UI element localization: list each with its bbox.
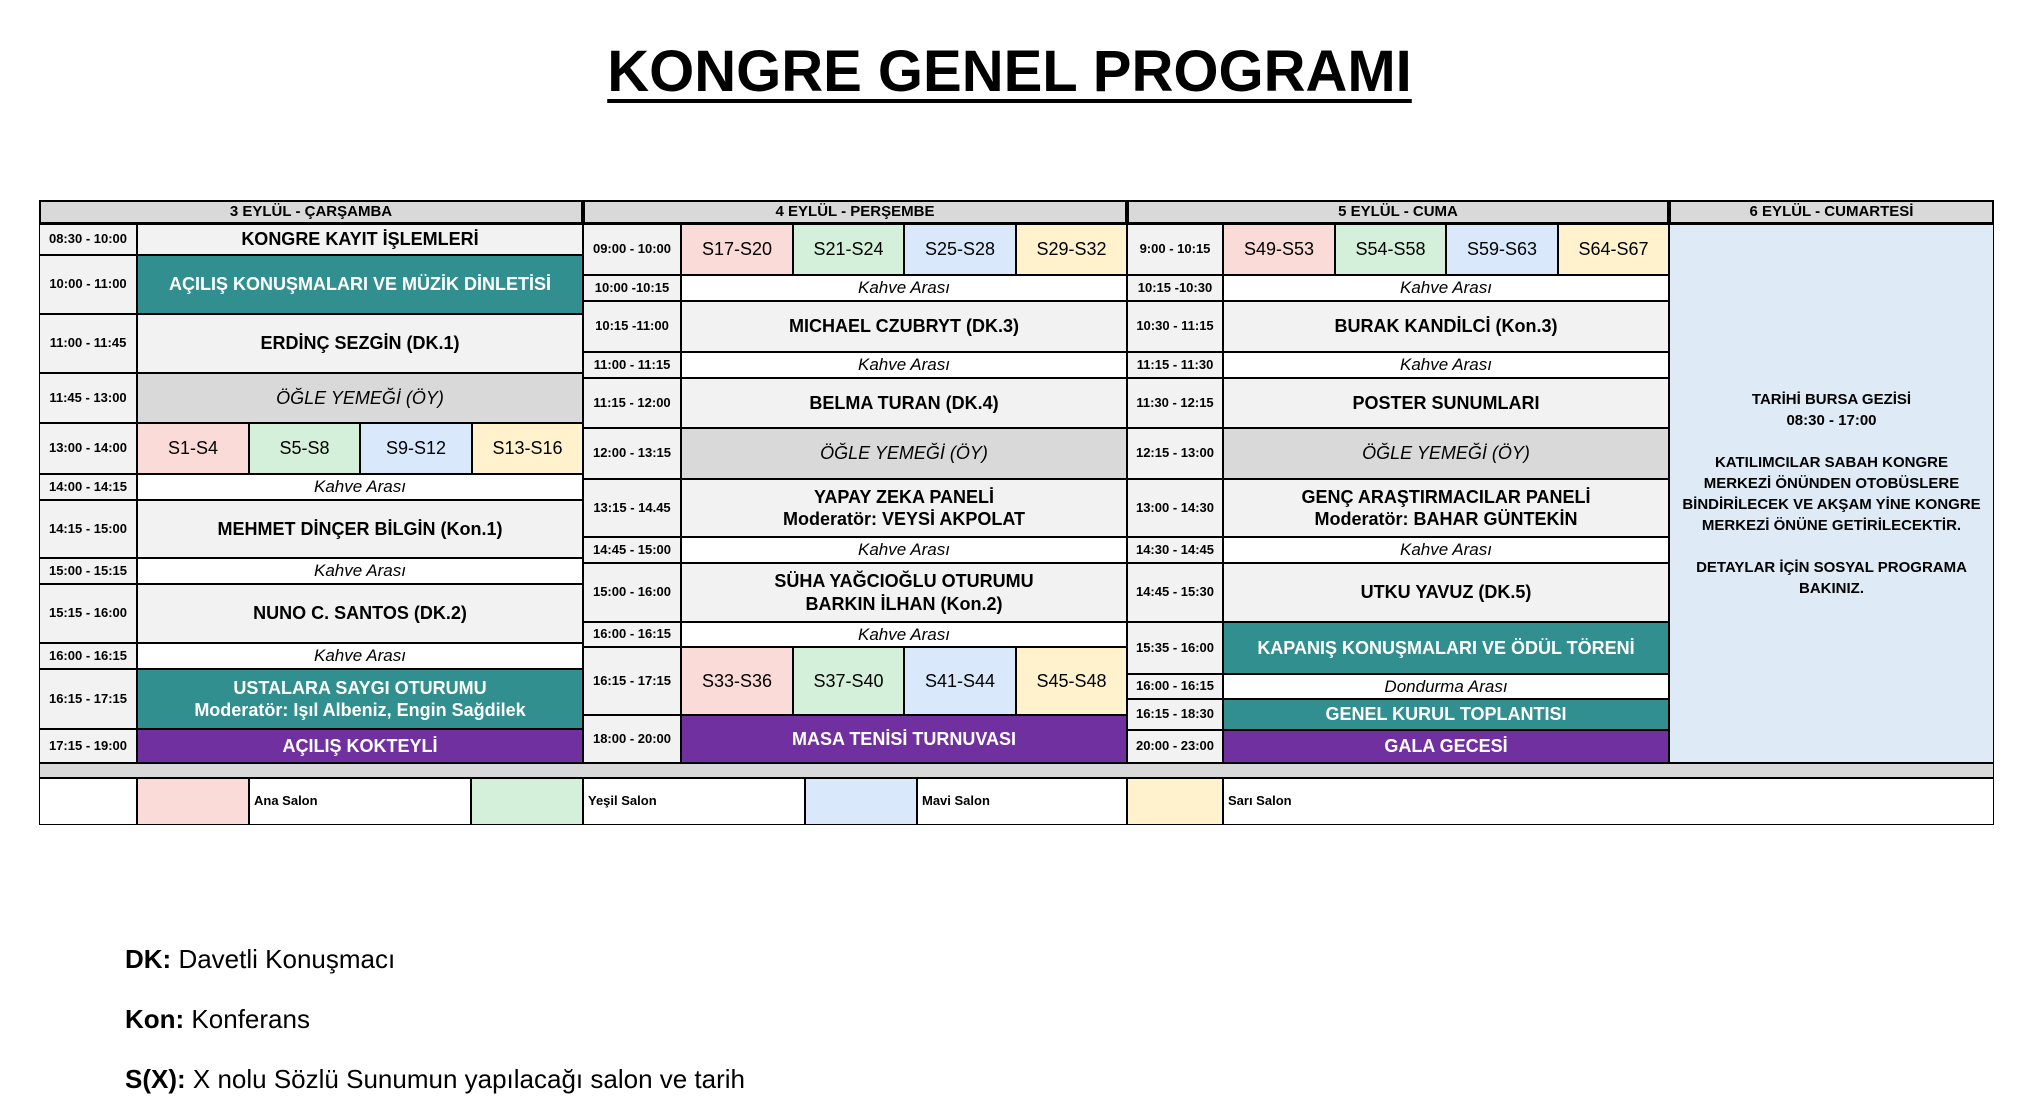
trip-title: TARİHİ BURSA GEZİSİ	[1751, 390, 1912, 408]
coffee-break: Kahve Arası	[681, 537, 1127, 563]
time-slot: 14:45 - 15:00	[583, 537, 681, 563]
saturday-trip-info	[1669, 224, 1994, 763]
panel-moderator: Moderatör: BAHAR GÜNTEKİN	[1314, 509, 1578, 529]
registration-event: KONGRE KAYIT İŞLEMLERİ	[137, 224, 583, 255]
time-slot: 16:00 - 16:15	[39, 643, 137, 669]
talk-event: ERDİNÇ SEZGİN (DK.1)	[137, 314, 583, 373]
note-key: DK:	[125, 944, 172, 974]
panel-title: YAPAY ZEKA PANELİ	[813, 486, 995, 507]
time-slot: 14:00 - 14:15	[39, 474, 137, 500]
cocktail-event: AÇILIŞ KOKTEYLİ	[137, 729, 583, 763]
tribute-moderators: Moderatör: Işıl Albeniz, Engin Sağdilek	[194, 700, 526, 720]
talk-event: MEHMET DİNÇER BİLGİN (Kon.1)	[137, 500, 583, 558]
note-key: Kon:	[125, 1004, 185, 1034]
session-sari-salon: S64-S67	[1558, 224, 1669, 275]
time-slot: 10:30 - 11:15	[1127, 301, 1223, 352]
legend-swatch-sari	[1127, 778, 1223, 825]
legend-swatch-yesil	[471, 778, 583, 825]
time-slot: 14:30 - 14:45	[1127, 537, 1223, 563]
session-event	[681, 563, 1127, 622]
time-slot: 15:00 - 16:00	[583, 563, 681, 622]
tribute-session	[137, 669, 583, 729]
coffee-break: Kahve Arası	[137, 643, 583, 669]
session-ana-salon: S33-S36	[681, 647, 793, 715]
time-slot: 13:00 - 14:30	[1127, 479, 1223, 537]
talk-event: NUNO C. SANTOS (DK.2)	[137, 584, 583, 643]
time-slot: 12:15 - 13:00	[1127, 428, 1223, 479]
session-yesil-salon: S54-S58	[1335, 224, 1446, 275]
time-slot: 20:00 - 23:00	[1127, 730, 1223, 763]
talk-event: UTKU YAVUZ (DK.5)	[1223, 563, 1669, 622]
coffee-break: Kahve Arası	[681, 275, 1127, 301]
session-ana-salon: S17-S20	[681, 224, 793, 275]
time-slot: 12:00 - 13:15	[583, 428, 681, 479]
coffee-break: Kahve Arası	[1223, 275, 1669, 301]
time-slot: 16:15 - 17:15	[39, 669, 137, 729]
session-mavi-salon: S25-S28	[904, 224, 1016, 275]
coffee-break: Kahve Arası	[681, 352, 1127, 378]
session-mavi-salon: S9-S12	[360, 423, 472, 474]
time-slot: 13:00 - 14:00	[39, 423, 137, 474]
time-slot: 14:15 - 15:00	[39, 500, 137, 558]
time-slot: 11:45 - 13:00	[39, 373, 137, 423]
panel-event	[681, 479, 1127, 537]
session-mavi-salon: S41-S44	[904, 647, 1016, 715]
time-slot: 11:30 - 12:15	[1127, 378, 1223, 428]
opening-event: AÇILIŞ KONUŞMALARI VE MÜZİK DİNLETİSİ	[137, 255, 583, 314]
note-text: Konferans	[184, 1004, 310, 1034]
session-yesil-salon: S37-S40	[793, 647, 904, 715]
session-yesil-salon: S21-S24	[793, 224, 904, 275]
session-ana-salon: S1-S4	[137, 423, 249, 474]
legend-label-sari: Sarı Salon	[1223, 778, 1994, 825]
closing-event: KAPANIŞ KONUŞMALARI VE ÖDÜL TÖRENİ	[1223, 622, 1669, 674]
session-sari-salon: S45-S48	[1016, 647, 1127, 715]
time-slot: 14:45 - 15:30	[1127, 563, 1223, 622]
time-slot: 13:15 - 14.45	[583, 479, 681, 537]
time-slot: 16:00 - 16:15	[583, 622, 681, 647]
poster-event: POSTER SUNUMLARI	[1223, 378, 1669, 428]
time-slot: 10:15 -11:00	[583, 301, 681, 352]
session-ana-salon: S49-S53	[1223, 224, 1335, 275]
tribute-title: USTALARA SAYGI OTURUMU	[233, 677, 487, 698]
panel-event	[1223, 479, 1669, 537]
time-slot: 09:00 - 10:00	[583, 224, 681, 275]
time-slot: 10:15 -10:30	[1127, 275, 1223, 301]
time-slot: 15:35 - 16:00	[1127, 622, 1223, 674]
note-text: X nolu Sözlü Sunumun yapılacağı salon ve tarih	[185, 1064, 746, 1094]
note-key: S(X):	[125, 1064, 186, 1094]
time-slot: 11:15 - 11:30	[1127, 352, 1223, 378]
note-text: Davetli Konuşmacı	[171, 944, 396, 974]
session-sari-salon: S29-S32	[1016, 224, 1127, 275]
time-slot: 16:00 - 16:15	[1127, 674, 1223, 699]
lunch-event: ÖĞLE YEMEĞİ (ÖY)	[681, 428, 1127, 479]
lunch-event: ÖĞLE YEMEĞİ (ÖY)	[137, 373, 583, 423]
trip-time: 08:30 - 17:00	[1786, 411, 1877, 429]
time-slot: 17:15 - 19:00	[39, 729, 137, 763]
time-slot: 11:15 - 12:00	[583, 378, 681, 428]
page-title: KONGRE GENEL PROGRAMI	[607, 39, 1412, 104]
day-header-saturday: 6 EYLÜL - CUMARTESİ	[1669, 200, 1994, 224]
panel-moderator: Moderatör: VEYSİ AKPOLAT	[782, 509, 1025, 529]
talk-event: BURAK KANDİLCİ (Kon.3)	[1223, 301, 1669, 352]
time-slot: 08:30 - 10:00	[39, 224, 137, 255]
session-title: SÜHA YAĞCIOĞLU OTURUMU	[774, 571, 1034, 591]
session-mavi-salon: S59-S63	[1446, 224, 1558, 275]
note-sx	[125, 1064, 745, 1095]
coffee-break: Kahve Arası	[137, 558, 583, 584]
legend-label-mavi: Mavi Salon	[917, 778, 1127, 825]
time-slot: 15:00 - 15:15	[39, 558, 137, 584]
trip-description: KATILIMCILAR SABAH KONGRE MERKEZİ ÖNÜNDEN OTOBÜSLERE BİNDİRİLECEK VE AKŞAM YİNE KONGRE MERKEZİ ÖNÜNE GETİRİLECEKTİR.	[1682, 453, 1981, 534]
coffee-break: Kahve Arası	[137, 474, 583, 500]
session-yesil-salon: S5-S8	[249, 423, 360, 474]
note-kon	[125, 1004, 310, 1035]
coffee-break: Kahve Arası	[1223, 352, 1669, 378]
time-slot: 11:00 - 11:15	[583, 352, 681, 378]
legend-swatch-mavi	[805, 778, 917, 825]
coffee-break: Kahve Arası	[681, 622, 1127, 647]
time-slot: 18:00 - 20:00	[583, 715, 681, 763]
talk-event: BELMA TURAN (DK.4)	[681, 378, 1127, 428]
spacer-row	[39, 763, 1994, 778]
coffee-break: Kahve Arası	[1223, 537, 1669, 563]
session-speaker: BARKIN İLHAN (Kon.2)	[805, 593, 1003, 614]
time-slot: 16:15 - 18:30	[1127, 699, 1223, 730]
time-slot: 16:15 - 17:15	[583, 647, 681, 715]
gala-event: GALA GECESİ	[1223, 730, 1669, 763]
day-header-wednesday: 3 EYLÜL - ÇARŞAMBA	[39, 200, 583, 224]
legend-empty	[39, 778, 137, 825]
time-slot: 10:00 -10:15	[583, 275, 681, 301]
time-slot: 9:00 - 10:15	[1127, 224, 1223, 275]
legend-swatch-ana	[137, 778, 249, 825]
icecream-break: Dondurma Arası	[1223, 674, 1669, 699]
session-sari-salon: S13-S16	[472, 423, 583, 474]
time-slot: 15:15 - 16:00	[39, 584, 137, 643]
panel-title: GENÇ ARAŞTIRMACILAR PANELİ	[1301, 486, 1591, 507]
lunch-event: ÖĞLE YEMEĞİ (ÖY)	[1223, 428, 1669, 479]
note-dk	[125, 944, 395, 975]
day-header-friday: 5 EYLÜL - CUMA	[1127, 200, 1669, 224]
program-table	[39, 200, 2003, 830]
time-slot: 11:00 - 11:45	[39, 314, 137, 373]
time-slot: 10:00 - 11:00	[39, 255, 137, 314]
legend-label-yesil: Yeşil Salon	[583, 778, 805, 825]
tennis-event: MASA TENİSİ TURNUVASI	[681, 715, 1127, 763]
assembly-event: GENEL KURUL TOPLANTISI	[1223, 699, 1669, 730]
trip-details-note: DETAYLAR İÇİN SOSYAL PROGRAMA BAKINIZ.	[1696, 558, 1967, 597]
talk-event: MICHAEL CZUBRYT (DK.3)	[681, 301, 1127, 352]
day-header-thursday: 4 EYLÜL - PERŞEMBE	[583, 200, 1127, 224]
legend-label-ana: Ana Salon	[249, 778, 471, 825]
